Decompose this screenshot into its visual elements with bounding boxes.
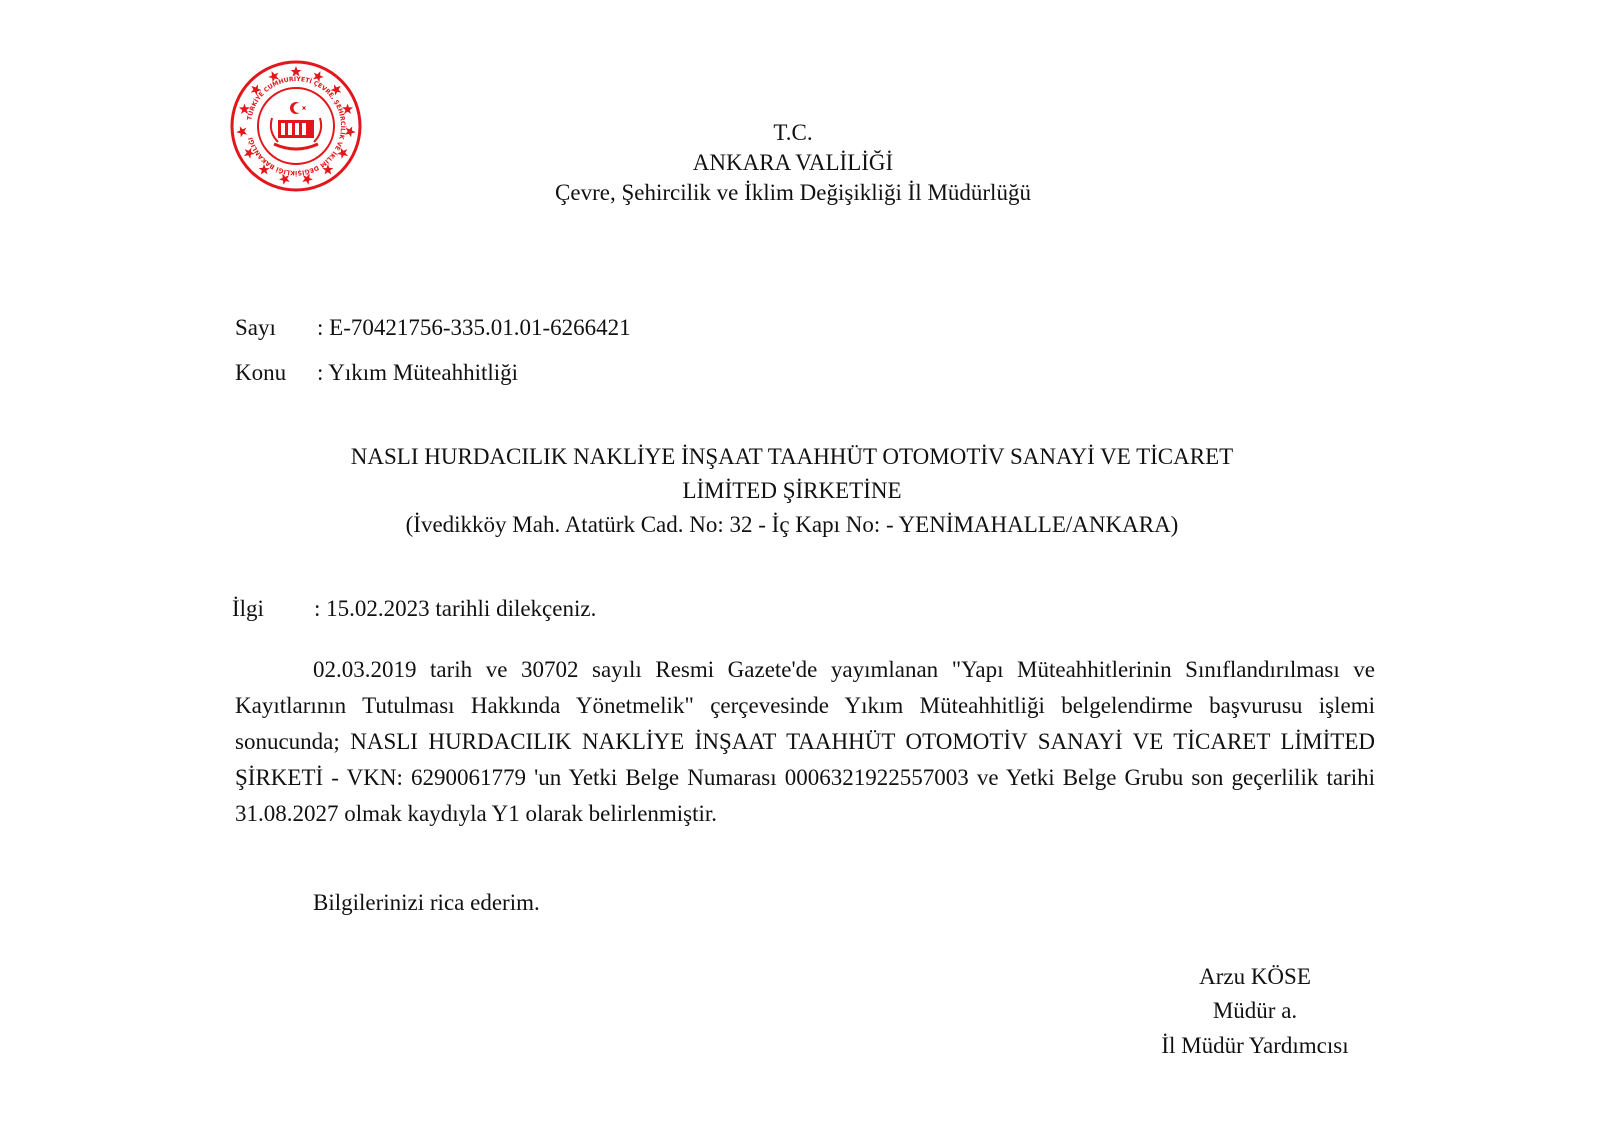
ilgi-label: İlgi [232, 596, 264, 621]
meta-konu [235, 358, 518, 388]
header-governorship: ANKARA VALİLİĞİ [692, 150, 894, 175]
recipient-line-1: NASLI HURDACILIK NAKLİYE İNŞAAT TAAHHÜT OTOMOTİV SANAYİ VE TİCARET [350, 444, 1234, 469]
recipient-line-2: LİMİTED ŞİRKETİNE [682, 478, 902, 503]
header-directorate: Çevre, Şehircilik ve İklim Değişikliği İl Müdürlüğü [555, 180, 1031, 205]
body-section [235, 652, 1375, 832]
meta-sayi [235, 313, 631, 343]
closing-line: Bilgilerinizi rica ederim. [313, 890, 540, 915]
recipient-address: (İvedikköy Mah. Atatürk Cad. No: 32 - İç Kapı No: - YENİMAHALLE/ANKARA) [405, 512, 1179, 537]
konu-value: : Yıkım Müteahhitliği [317, 360, 519, 385]
signature-title: İl Müdür Yardımcısı [1161, 1033, 1349, 1058]
ilgi-line [232, 594, 596, 624]
signature-on-behalf: Müdür a. [1212, 998, 1298, 1023]
sayi-value: : E-70421756-335.01.01-6266421 [317, 315, 631, 340]
konu-label: Konu [235, 360, 287, 385]
ilgi-value: : 15.02.2023 tarihli dilekçeniz. [314, 596, 597, 621]
body-paragraph: 02.03.2019 tarih ve 30702 sayılı Resmi Gazete'de yayımlanan "Yapı Müteahhitlerinin Sınıflandırılması ve Kayıtlarının Tutulması Hakkında Yönetmelik" çerçevesinde Yıkım Müteahhitliği belgelendirme başvurusu işlemi sonucunda; NASLI HURDACILIK NAKLİYE İNŞAAT TAAHHÜT OTOMOTİV SANAYİ VE TİCARET LİMİTED ŞİRKETİ - VKN: 6290061779 'un Yetki Belge Numarası 0006321922557003 ve Yetki Belge Grubu son geçerlilik tarihi 31.08.2027 olmak kaydıyla Y1 olarak belirlenmiştir. [235, 657, 1375, 826]
seal-ring-text: TÜRKİYE CUMHURİYETİ ÇEVRE, ŞEHİRCİLİK VE İKLİM DEĞİŞİKLİĞİ BAKANLIĞI [246, 75, 347, 177]
signature-name: Arzu KÖSE [1199, 964, 1311, 989]
sayi-label: Sayı [235, 315, 276, 340]
header-tc: T.C. [773, 120, 813, 145]
